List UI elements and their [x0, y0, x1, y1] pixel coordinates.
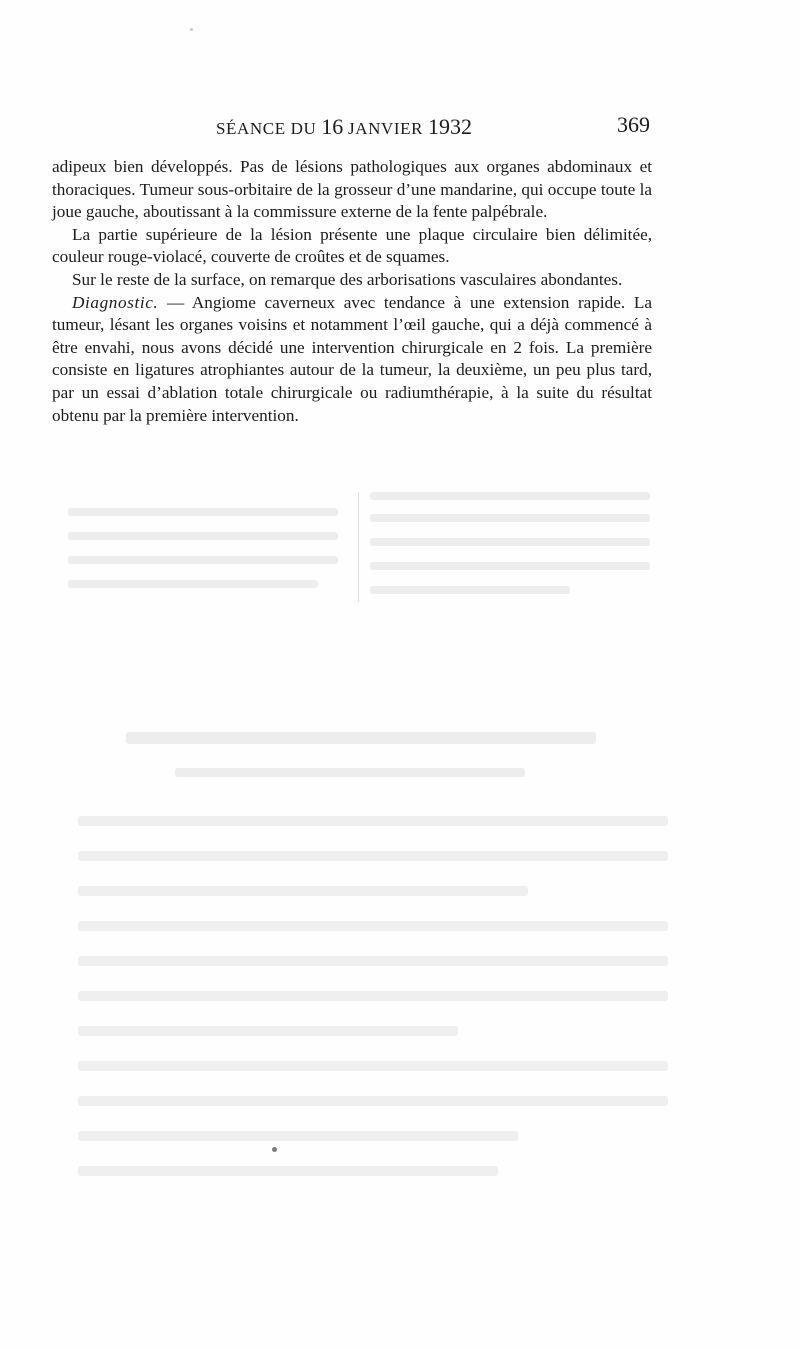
ink-speck	[272, 1147, 277, 1152]
paragraph-case-findings: adipeux bien développés. Pas de lésions pathologiques aux organes abdominaux et thoraciques. Tumeur sous-orbitaire de la grosseur d’une mandarine, qui occupe toute la joue gauche, aboutissant à la commissure externe de la fente palpébrale.	[52, 157, 652, 222]
show-through-rule	[358, 492, 359, 602]
diagnosis-text: — Angiome caverneux avec tendance à une extension rapide. La tumeur, lésant les organes voisins et notamment l’œil gauche, qui a déjà commencé à être envahi, nous avons décidé une intervention chirurgicale en 2 fois. La première consiste en ligatures atrophiantes autour de la tumeur, la deuxième, un peu plus tard, par un essai d’ablation totale chirurgicale ou radiumthérapie, à la suite du résultat obtenu par la première intervention.	[52, 292, 652, 425]
page-number: 369	[617, 112, 650, 137]
running-head-day: 16	[321, 114, 344, 139]
running-head	[216, 114, 472, 140]
show-through-paragraph	[78, 816, 668, 1201]
show-through-line	[68, 532, 338, 540]
show-through-line	[370, 492, 650, 500]
show-through-line	[68, 556, 338, 564]
running-header	[52, 114, 650, 144]
show-through-table	[58, 492, 658, 610]
paragraph-diagnosis	[52, 292, 652, 428]
show-through-authors	[175, 768, 525, 777]
show-through-title	[126, 732, 596, 744]
show-through-line	[370, 514, 650, 522]
show-through-line	[68, 508, 338, 516]
show-through-line	[370, 538, 650, 546]
show-through-line	[370, 586, 570, 594]
show-through-line	[68, 580, 318, 588]
ink-speck	[190, 28, 193, 31]
running-head-prefix: SÉANCE DU	[216, 119, 317, 138]
show-through-line	[370, 562, 650, 570]
paragraph-lesion-surface: Sur le reste de la surface, on remarque des arborisations vasculaires abondantes.	[72, 269, 623, 289]
diagnosis-lead: Diagnostic.	[72, 292, 159, 312]
running-head-month: JANVIER	[348, 119, 424, 138]
body-text	[52, 156, 652, 427]
paragraph-lesion-upper-part: La partie supérieure de la lésion présente une plaque circulaire bien délimitée, couleur rouge-violacé, couverte de croûtes et de squames.	[52, 224, 652, 267]
running-head-year: 1932	[427, 114, 472, 139]
